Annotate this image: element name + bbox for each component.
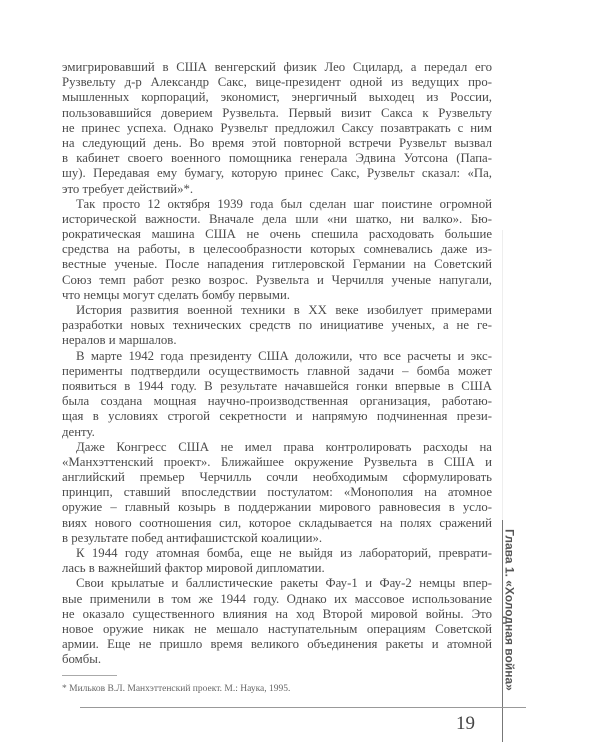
text-line: щая в условиях строгой секретности и напрямую подчиненная прези- xyxy=(62,409,492,424)
text-line: в результате побед антифашистской коалиции». xyxy=(62,530,323,545)
text-line: пользовавшийся доверием Рузвельта. Первый визит Сакса к Рузвельту xyxy=(62,105,492,120)
text-line: «Манхэттенский проект». Ближайшее окружение Рузвельта в США и xyxy=(62,454,492,469)
text-line: лась в важнейший фактор мировой дипломатии. xyxy=(62,561,325,576)
text-line: К 1944 году атомная бомба, еще не выйдя из лабораторий, преврати- xyxy=(76,546,492,560)
text-line: Даже Конгресс США не имел права контролировать расходы на xyxy=(76,439,492,454)
text-line: шу). Передавая ему бумагу, которую принес Сакс, Рузвельт сказал: «Па, xyxy=(62,166,492,181)
text-line: Так просто 12 октября 1939 года был сделан шаг поистине огромной xyxy=(76,196,492,211)
text-line: бомбы. xyxy=(62,652,102,667)
paragraph xyxy=(62,546,492,576)
text-line: виях нового соотношения сил, которое складывается на полях сражений xyxy=(62,515,492,530)
paragraph xyxy=(62,197,492,303)
text-line: В марте 1942 года президенту США доложили, что все расчеты и экс- xyxy=(76,348,492,363)
paragraph xyxy=(62,440,492,546)
text-line: рократическая машина США не очень спешила расходовать большие xyxy=(62,227,492,242)
paragraph xyxy=(62,303,492,349)
text-line: это требует действий»*. xyxy=(62,181,194,196)
text-line: нералов и маршалов. xyxy=(62,333,177,348)
text-line: Рузвельту д-р Александр Сакс, вице-президент одной из ведущих про- xyxy=(62,75,492,90)
text-line: появиться в 1944 году. В результате начавшейся гонки впервые в США xyxy=(62,378,492,393)
text-line: исторической важности. Вначале дела шли «ни шатко, ни валко». Бю- xyxy=(62,211,492,226)
text-line: эмигрировавший в США венгерский физик Лео Сцилард, а передал его xyxy=(62,60,492,74)
text-line: в кабинет своего военного помощника генерала Эдвина Уотсона (Папа- xyxy=(62,151,492,166)
text-line: средства на работы, в целесообразности которых сомневались даже из- xyxy=(62,242,492,257)
running-head-chapter: Глава 1. «Холодная война» xyxy=(502,529,517,691)
text-line: была создана мощная научно-производственная организация, работаю- xyxy=(62,394,492,409)
text-line: что немцы могут сделать бомбу первыми. xyxy=(62,287,290,302)
text-line: денту. xyxy=(62,424,95,439)
text-line: перименты подтвердили осуществимость главной задачи – бомба может xyxy=(62,363,492,378)
footnote-rule xyxy=(62,675,117,676)
text-line: Союз темп работ резко возрос. Рузвельта и Черчилля ученые напугали, xyxy=(62,272,492,287)
footnote: * Мильков В.Л. Манхэттенский проект. М.: Наука, 1995. xyxy=(62,684,291,694)
text-line: оружие – главный козырь в поддержании мирового равновесия в усло- xyxy=(62,500,492,515)
paragraph xyxy=(62,60,492,197)
text-line: на следующий день. Во время этой повторной встречи Рузвельт вызвал xyxy=(62,135,492,150)
text-line: армии. Еще не пришло время великого объединения ракеты и атомной xyxy=(62,637,492,652)
body-text xyxy=(62,60,492,668)
text-line: новое оружие никак не мешало наступательным операциям Советской xyxy=(62,621,492,636)
paragraph xyxy=(62,576,492,667)
page-number: 19 xyxy=(456,713,475,734)
margin-rule-faint xyxy=(502,230,503,520)
text-line: не принес успеха. Однако Рузвельт предложил Саксу позавтракать с ним xyxy=(62,120,492,135)
text-line: Свои крылатые и баллистические ракеты Фау-1 и Фау-2 немцы впер- xyxy=(76,576,492,591)
text-line: английский премьер Черчилль сочли необходимым сформулировать xyxy=(62,470,492,485)
text-line: мышленных корпораций, экономист, энергичный выходец из России, xyxy=(62,90,492,105)
text-line: История развития военной техники в XX веке изобилует примерами xyxy=(76,303,492,317)
footer-rule xyxy=(80,707,526,708)
text-line: вые применили в том же 1944 году. Однако их массовое использование xyxy=(62,591,492,606)
text-line: принцип, ставший впоследствии постулатом: «Монополия на атомное xyxy=(62,485,492,500)
paragraph xyxy=(62,349,492,440)
text-line: разработки новых технических средств по инициативе ученых, а не ге- xyxy=(62,318,492,333)
text-line: не оказало существенного влияния на ход Второй мировой войны. Это xyxy=(62,606,492,621)
text-line: вестные ученые. После нападения гитлеровской Германии на Советский xyxy=(62,257,492,272)
